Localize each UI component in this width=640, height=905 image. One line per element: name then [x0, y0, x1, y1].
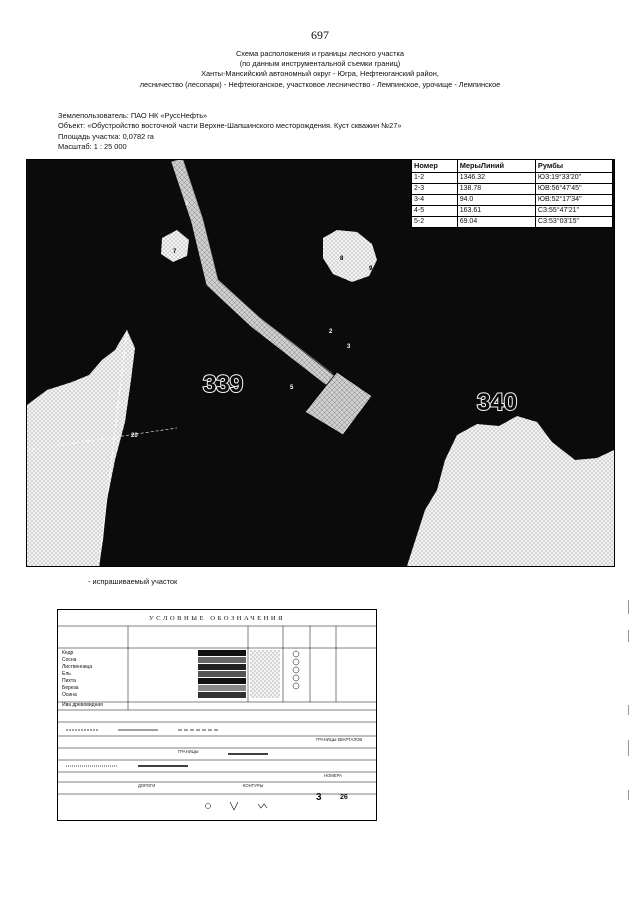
- segment-bearing: СЗ:53°03'15": [535, 217, 612, 228]
- legend-title: УСЛОВНЫЕ ОБОЗНАЧЕНИЯ: [148, 615, 286, 622]
- parcel-info: [58, 111, 518, 153]
- parcel-label-7: 7: [173, 249, 177, 255]
- title-line-4: лесничество (лесопарк) - Нефтеюганское, участковое лесничество - Лемпинское, урочище - Лемпинское: [139, 79, 501, 89]
- header-length: МерыЛиний: [457, 160, 535, 173]
- parcel-label-20: 20: [131, 433, 138, 439]
- legend-grid: [58, 610, 376, 820]
- contours-heading: КОНТУРЫ: [243, 783, 264, 788]
- quarter-boundaries-heading: ГРАНИЦЫ КВАРТАЛОВ: [316, 737, 363, 742]
- boundaries-heading: ГРАНИЦЫ: [178, 749, 199, 754]
- species-birch: Береза: [62, 685, 79, 691]
- species-willow: Ива древовидная: [62, 702, 103, 708]
- parcel-area: Площадь участка: 0,0782 га: [58, 131, 154, 141]
- quarter-label-340: 340: [477, 389, 518, 416]
- parcel-label-2: 2: [329, 329, 333, 335]
- segment-bearing: СЗ:55°47'21": [535, 206, 612, 217]
- parcel-label-5: 5: [290, 385, 294, 391]
- page-number: 697: [311, 28, 329, 42]
- header-bearing: Румбы: [535, 160, 612, 173]
- roads-heading: ДОРОГИ: [138, 783, 156, 788]
- segment-length: 94.0: [457, 195, 535, 206]
- parcel-label-1: 1: [185, 201, 189, 207]
- requested-parcel-caption: - испрашиваемый участок: [88, 577, 178, 586]
- table-row: [412, 184, 613, 195]
- table-row: [412, 217, 613, 228]
- numbers-heading: НОМЕРА: [324, 773, 342, 778]
- species-fir: Пихта: [62, 678, 76, 684]
- legend-circle-markers: [293, 651, 299, 689]
- segment-number: 5-2: [412, 217, 458, 228]
- table-header-row: [412, 160, 613, 173]
- quarter-label-339: 339: [203, 371, 244, 398]
- segment-bearing: ЮВ:52°17'34": [535, 195, 612, 206]
- species-aspen: Осина: [62, 692, 77, 698]
- segment-number: 4-5: [412, 206, 458, 217]
- header-number: Номер: [412, 160, 458, 173]
- land-user: Землепользователь: ПАО НК «РуссНефть»: [58, 111, 208, 120]
- species-spruce: Ель: [62, 671, 71, 677]
- parcel-label-18: 18: [321, 426, 328, 432]
- segment-bearing: ЮЗ:19°33'20": [535, 173, 612, 184]
- species-pine: Сосна: [62, 657, 77, 663]
- segment-length: 69.04: [457, 217, 535, 228]
- species-cedar: Кедр: [62, 650, 74, 656]
- parcel-label-3: 3: [347, 344, 351, 350]
- segment-bearing: ЮВ:56°47'45": [535, 184, 612, 195]
- map-scale: Масштаб: 1 : 25 000: [58, 142, 127, 152]
- contour-symbols: [206, 802, 268, 810]
- title-line-3: Ханты-Мансийский автономный округ - Югра, Нефтеюганский район,: [201, 69, 439, 79]
- parcel-label-8: 8: [340, 256, 344, 262]
- title-line-1: Схема расположения и границы лесного участка: [235, 49, 405, 58]
- map-legend: [57, 609, 377, 821]
- table-row: [412, 206, 613, 217]
- segment-number: 2-3: [412, 184, 458, 195]
- document-title: [60, 49, 580, 90]
- table-row: [412, 195, 613, 206]
- table-row: [412, 173, 613, 184]
- measurements-table: [411, 159, 613, 228]
- segment-length: 1346.32: [457, 173, 535, 184]
- title-line-2: (по данным инструментальной съемки границ): [239, 59, 401, 69]
- species-swatches: [198, 650, 280, 698]
- sample-number-3: 3: [316, 792, 322, 803]
- parcel-label-9: 9: [369, 266, 373, 272]
- species-larch: Лиственница: [62, 664, 93, 670]
- segment-length: 138.78: [457, 184, 535, 195]
- segment-length: 163.61: [457, 206, 535, 217]
- object-name: Объект: «Обустройство восточной части Верхне-Шапшинского месторождения. Куст скважин №27»: [58, 121, 402, 131]
- segment-number: 1-2: [412, 173, 458, 184]
- segment-number: 3-4: [412, 195, 458, 206]
- sample-number-26: 26: [340, 794, 348, 801]
